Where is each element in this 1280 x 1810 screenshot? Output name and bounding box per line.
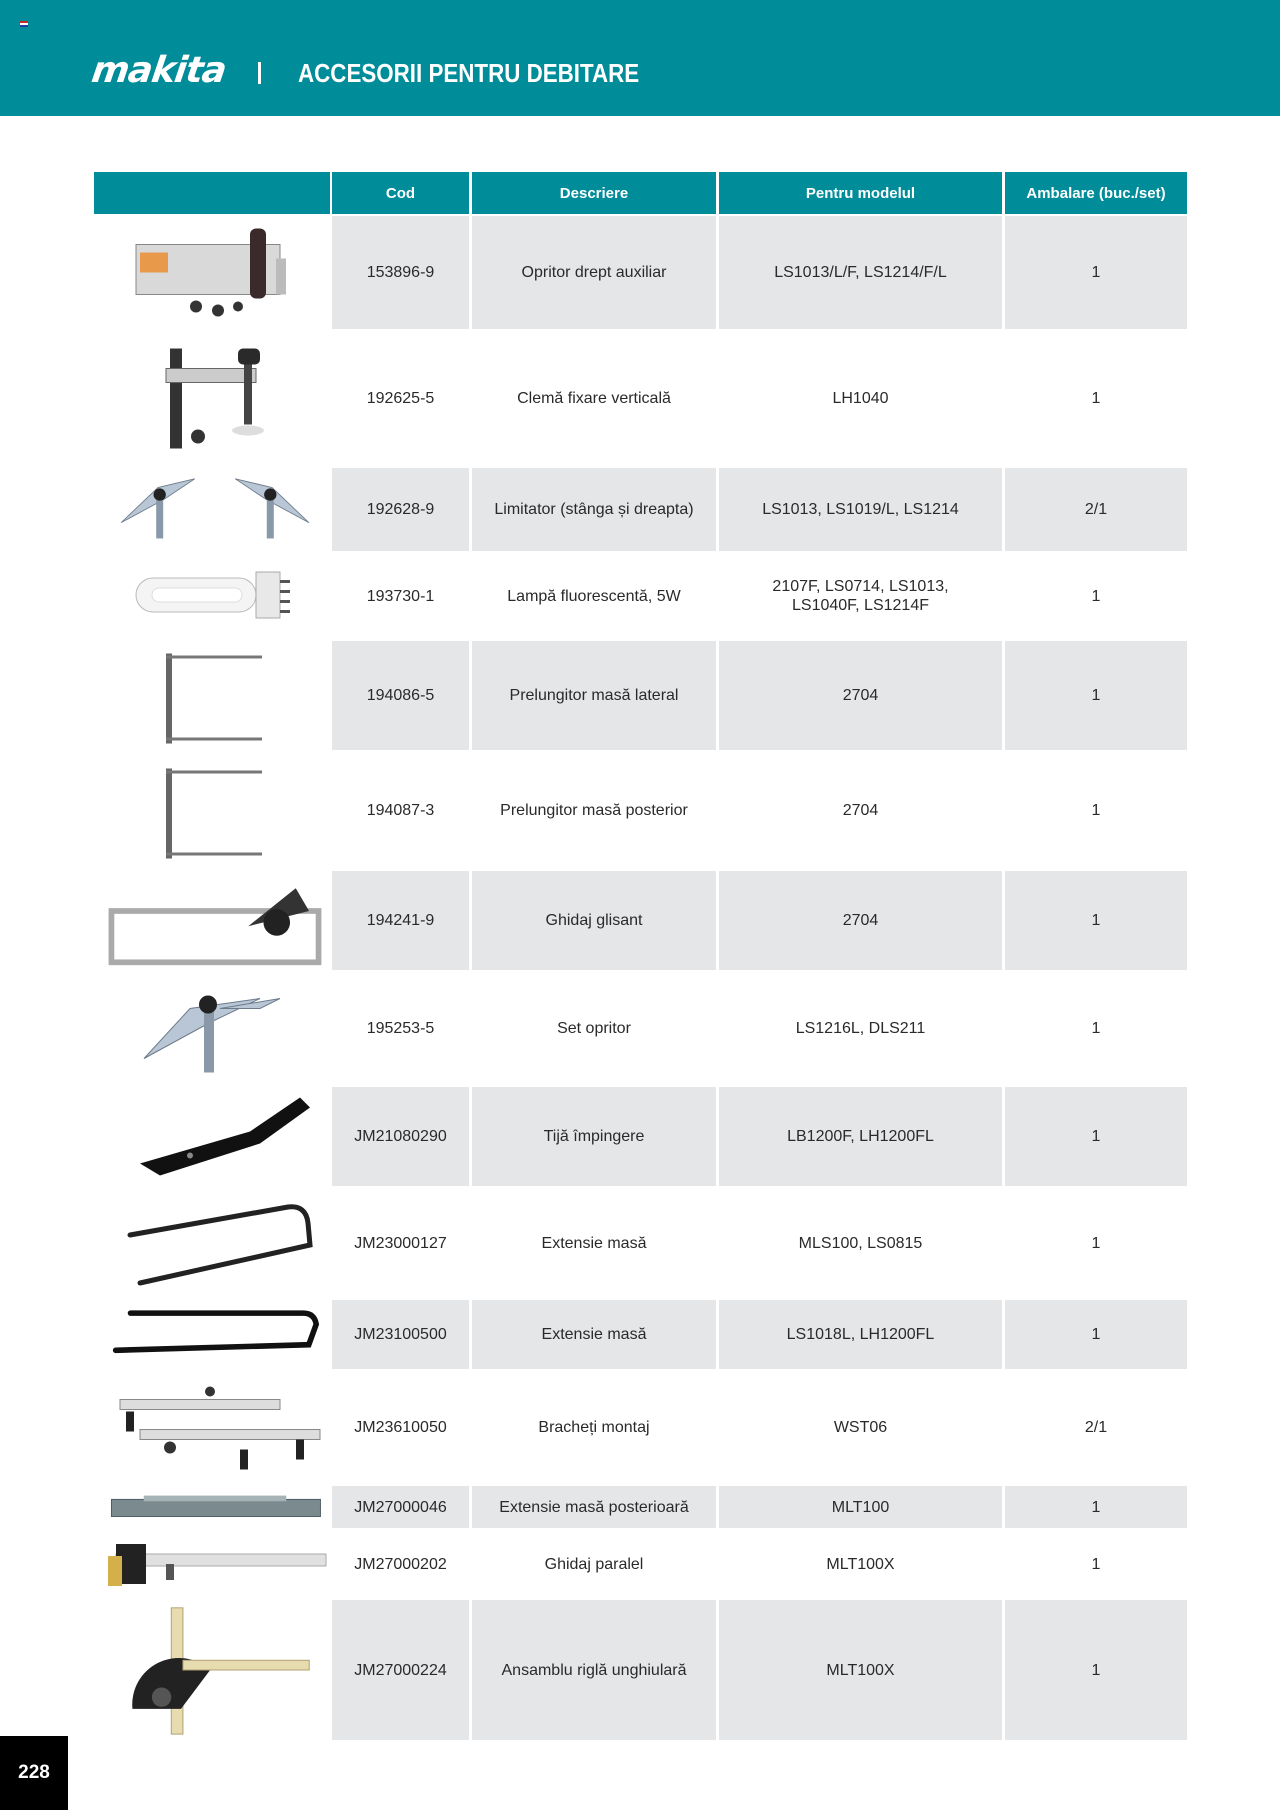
- table-extension-rod-image: [100, 1192, 330, 1294]
- ambalare-cell: 1: [1005, 1600, 1187, 1740]
- header-separator: [258, 62, 261, 84]
- cod-cell: JM21080290: [332, 1087, 469, 1186]
- page-title: ACCESORII PENTRU DEBITARE: [298, 58, 640, 88]
- descriere-cell: Ghidaj glisant: [472, 871, 716, 970]
- model-cell: WST06: [833, 1419, 888, 1436]
- flag-icon: [20, 21, 28, 27]
- ambalare-cell: 1: [1005, 641, 1187, 750]
- model-cell: MLS100, LS0815: [798, 1234, 923, 1252]
- descriere-cell: Bracheți montaj: [538, 1419, 650, 1436]
- rear-table-extension-image-graphic: [100, 756, 330, 865]
- model-cell: LS1018L, LH1200FL: [719, 1300, 1002, 1369]
- sliding-guide-image-graphic: [100, 873, 330, 968]
- vertical-clamp-image: [100, 335, 330, 462]
- descriere-cell: Extensie masă: [541, 1234, 647, 1252]
- descriere-cell: Prelungitor masă lateral: [472, 641, 716, 750]
- descriere-cell: Ghidaj paralel: [544, 1555, 644, 1573]
- mounting-brackets-image: [100, 1375, 330, 1480]
- column-header-descriere: Descriere: [472, 172, 716, 214]
- auxiliary-stop-image: [100, 218, 330, 327]
- ambalare-cell: 1: [1091, 390, 1101, 407]
- table-extension-bar-image-graphic: [100, 1302, 330, 1367]
- push-stick-image-graphic: [100, 1089, 330, 1184]
- model-cell: 2704: [719, 641, 1002, 750]
- descriere-cell: Extensie masă posterioară: [472, 1486, 716, 1528]
- ambalare-cell: 2/1: [1005, 468, 1187, 551]
- cod-cell: 192628-9: [332, 468, 469, 551]
- cod-cell: JM27000046: [332, 1486, 469, 1528]
- model-cell: LH1040: [832, 390, 889, 407]
- ambalare-cell: 1: [1091, 802, 1101, 819]
- limiter-pair-image-graphic: [100, 470, 330, 549]
- vertical-clamp-image-graphic: [100, 335, 330, 462]
- ambalare-cell: 1: [1005, 216, 1187, 329]
- ambalare-cell: 2/1: [1084, 1419, 1108, 1436]
- descriere-cell: Lampă fluorescentă, 5W: [507, 587, 681, 605]
- cod-cell: 194086-5: [332, 641, 469, 750]
- column-header-ambalare: Ambalare (buc./set): [1005, 172, 1187, 214]
- fluorescent-lamp-image: [100, 557, 330, 635]
- descriere-cell: Opritor drept auxiliar: [472, 216, 716, 329]
- ambalare-cell: 1: [1005, 1486, 1187, 1528]
- descriere-cell: Limitator (stânga și dreapta): [472, 468, 716, 551]
- mounting-brackets-image-graphic: [100, 1375, 330, 1480]
- ambalare-cell: 1: [1005, 871, 1187, 970]
- auxiliary-stop-image-graphic: [100, 218, 330, 327]
- model-cell: 2107F, LS0714, LS1013, LS1040F, LS1214F: [772, 578, 949, 614]
- column-header-cod: Cod: [332, 172, 469, 214]
- model-cell: MLT100X: [826, 1555, 895, 1573]
- ambalare-cell: 1: [1005, 1087, 1187, 1186]
- table-extension-bar-image: [100, 1302, 330, 1367]
- push-stick-image: [100, 1089, 330, 1184]
- cod-cell: JM23610050: [354, 1419, 447, 1436]
- cod-cell: JM23000127: [354, 1234, 447, 1252]
- descriere-cell: Ansamblu riglă unghiulară: [472, 1600, 716, 1740]
- side-table-extension-image-graphic: [100, 643, 330, 748]
- descriere-cell: Prelungitor masă posterior: [500, 802, 688, 819]
- model-cell: 2704: [842, 802, 879, 819]
- sliding-guide-image: [100, 873, 330, 968]
- miter-gauge-image-graphic: [100, 1602, 330, 1738]
- stop-set-image: [100, 976, 330, 1081]
- cod-cell: 153896-9: [332, 216, 469, 329]
- model-cell: 2704: [719, 871, 1002, 970]
- table-header-image-col: [94, 172, 330, 214]
- cod-cell: 194241-9: [332, 871, 469, 970]
- ambalare-cell: 1: [1091, 1555, 1101, 1573]
- page-header: [0, 0, 1280, 116]
- cod-cell: JM23100500: [332, 1300, 469, 1369]
- ambalare-cell: 1: [1091, 1020, 1101, 1037]
- model-cell: MLT100: [719, 1486, 1002, 1528]
- ambalare-cell: 1: [1005, 1300, 1187, 1369]
- column-header-model: Pentru modelul: [719, 172, 1002, 214]
- cod-cell: 193730-1: [366, 587, 435, 605]
- model-cell: MLT100X: [719, 1600, 1002, 1740]
- model-cell: LS1013, LS1019/L, LS1214: [719, 468, 1002, 551]
- side-table-extension-image: [100, 643, 330, 748]
- model-cell: LB1200F, LH1200FL: [719, 1087, 1002, 1186]
- cod-cell: 195253-5: [366, 1020, 435, 1037]
- cod-cell: JM27000224: [332, 1600, 469, 1740]
- rear-extension-rail-image: [100, 1488, 330, 1526]
- rear-extension-rail-image-graphic: [100, 1488, 330, 1526]
- page-number: 228: [0, 1736, 68, 1810]
- table-extension-rod-image-graphic: [100, 1192, 330, 1294]
- stop-set-image-graphic: [100, 976, 330, 1081]
- descriere-cell: Tijă împingere: [472, 1087, 716, 1186]
- cod-cell: JM27000202: [354, 1555, 447, 1573]
- descriere-cell: Extensie masă: [472, 1300, 716, 1369]
- parallel-guide-image-graphic: [100, 1534, 330, 1594]
- ambalare-cell: 1: [1091, 1234, 1101, 1252]
- cod-cell: 192625-5: [366, 390, 435, 407]
- limiter-pair-image: [100, 470, 330, 549]
- fluorescent-lamp-image-graphic: [100, 557, 330, 635]
- ambalare-cell: 1: [1091, 587, 1101, 605]
- cod-cell: 194087-3: [366, 802, 435, 819]
- rear-table-extension-image: [100, 756, 330, 865]
- model-cell: LS1013/L/F, LS1214/F/L: [719, 216, 1002, 329]
- model-cell: LS1216L, DLS211: [795, 1020, 926, 1037]
- miter-gauge-image: [100, 1602, 330, 1738]
- brand-logo: makita: [89, 50, 229, 91]
- parallel-guide-image: [100, 1534, 330, 1594]
- descriere-cell: Clemă fixare verticală: [517, 390, 671, 407]
- descriere-cell: Set opritor: [557, 1020, 631, 1037]
